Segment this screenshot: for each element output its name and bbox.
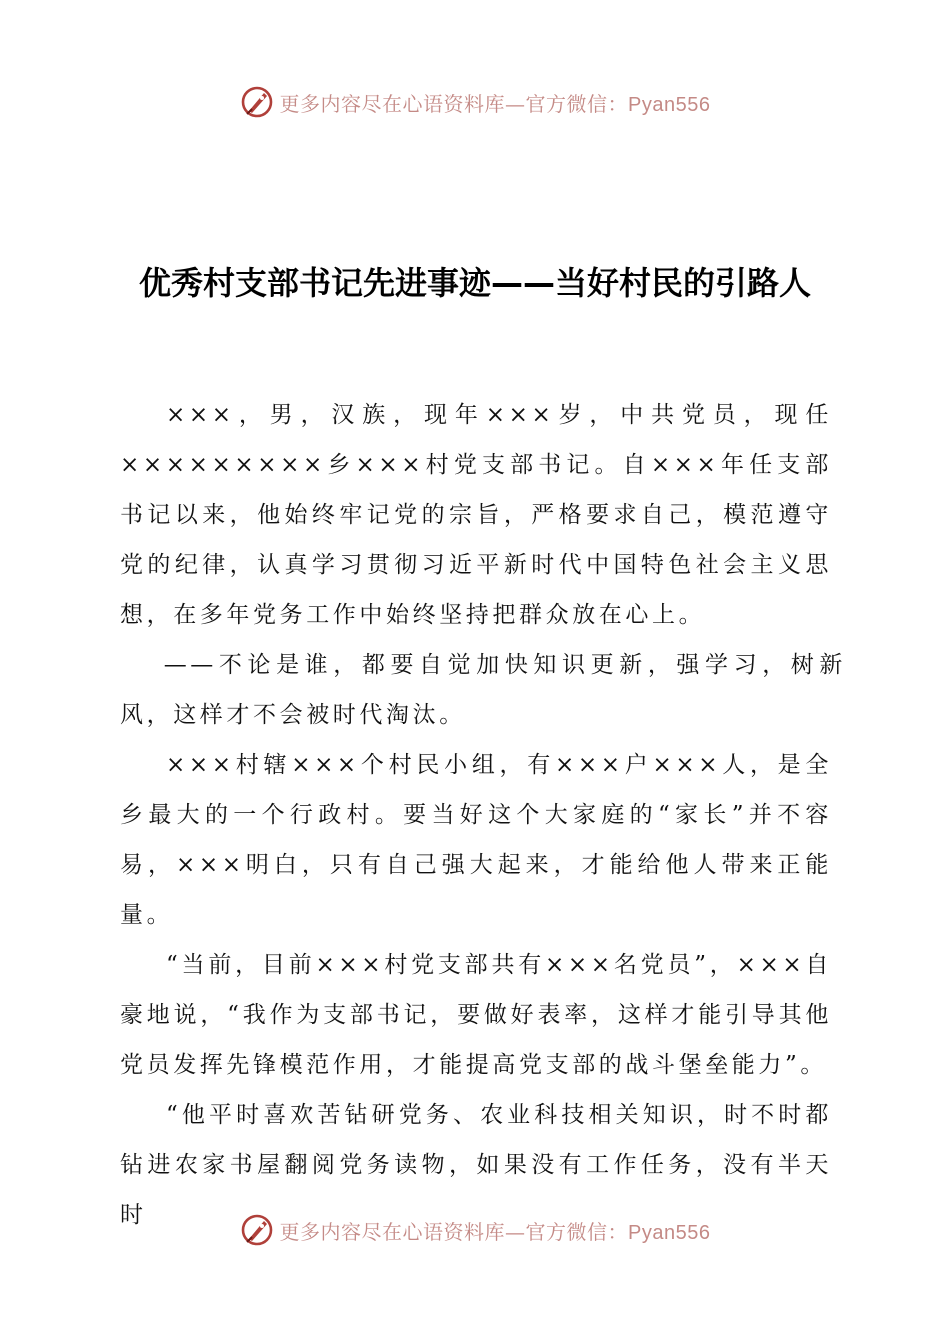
footer-watermark-banner [0, 1210, 950, 1250]
paragraph-1: ×××，男，汉族，现年×××岁，中共党员，现任×××××××××乡×××村党支部书记。自×××年任支部书记以来，他始终牢记党的宗旨，严格要求自己，模范遵守党的纪律，认真学习贯彻习近平新时代中国特色社会主义思想，在多年党务工作中始终坚持把群众放在心上。 [120, 402, 832, 628]
paragraph-3: ×××村辖×××个村民小组，有×××户×××人，是全乡最大的一个行政村。要当好这个大家庭的“家长”并不容易，×××明白，只有自己强大起来，才能给他人带来正能量。 [120, 752, 832, 928]
banner-text: 更多内容尽在心语资料库—官方微信：Pyan556 [279, 1219, 711, 1244]
header-watermark-banner [0, 82, 950, 122]
quill-pen-logo-icon [240, 1213, 274, 1247]
banner-text: 更多内容尽在心语资料库—官方微信：Pyan556 [279, 91, 711, 116]
article-body [120, 390, 846, 1240]
paragraph-2: ——不论是谁，都要自觉加快知识更新，强学习，树新风，这样才不会被时代淘汰。 [120, 652, 846, 728]
paragraph-5: “他平时喜欢苦钻研党务、农业科技相关知识，时不时都钻进农家书屋翻阅党务读物，如果没有工作任务，没有半天时 [120, 1102, 832, 1228]
paragraph-4: “当前，目前×××村党支部共有×××名党员”，×××自豪地说，“我作为支部书记，要做好表率，这样才能引导其他党员发挥先锋模范作用，才能提高党支部的战斗堡垒能力”。 [120, 952, 832, 1078]
wechat-id: Pyan556 [628, 1221, 711, 1244]
wechat-id: Pyan556 [628, 93, 711, 116]
quill-pen-logo-icon [240, 85, 274, 119]
page-title: 优秀村支部书记先进事迹——当好村民的引路人 [138, 264, 811, 302]
